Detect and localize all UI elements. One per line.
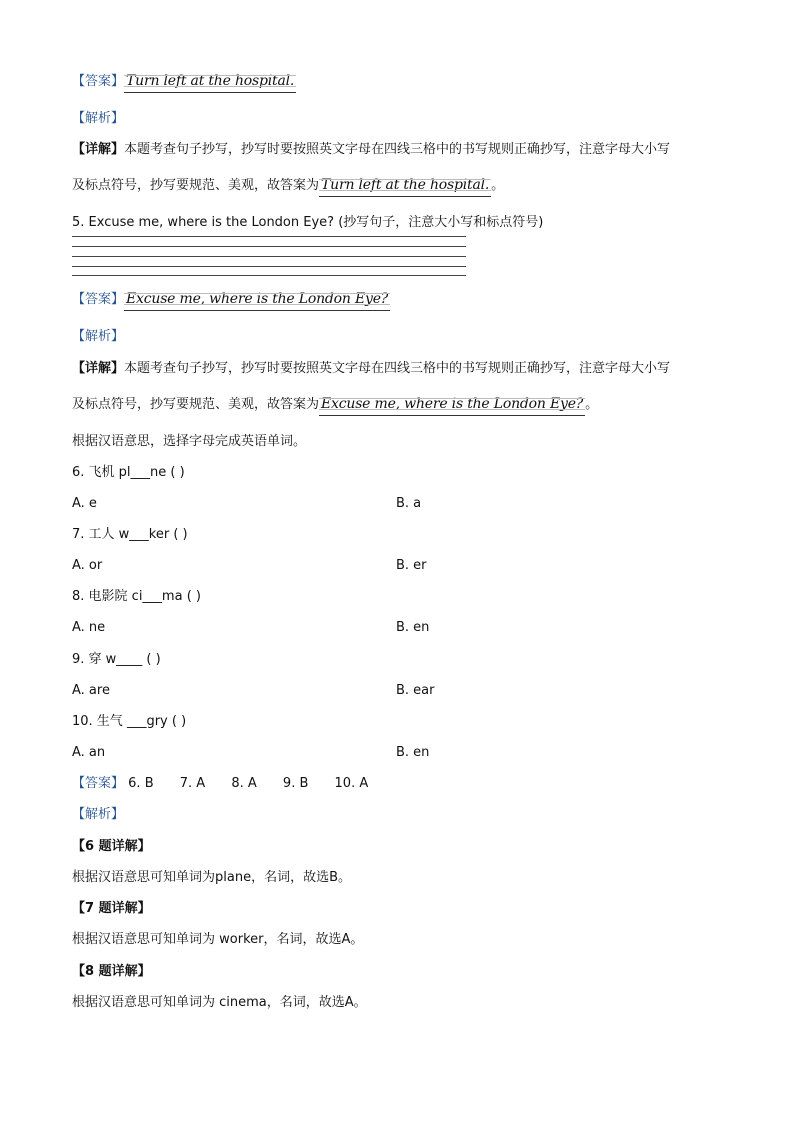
q4-detail-line2 [72,176,504,197]
section-instruction: 根据汉语意思，选择字母完成英语单词。 [72,434,307,449]
q4-detail-handwriting: Turn left at the hospital. [319,176,491,197]
detail-label: 【详解】 [72,361,125,376]
detail7-text: 根据汉语意思可知单词为 worker，名词，故选A。 [72,932,364,947]
detail8-title: 【8 题详解】 [72,964,151,979]
writing-line [72,246,466,247]
q5-detail-line1 [72,360,670,378]
q4-detail-suffix: 。 [491,178,505,193]
writing-line [72,266,466,267]
detail8-text: 根据汉语意思可知单词为 cinema，名词，故选A。 [72,995,367,1010]
detail-label: 【详解】 [72,142,125,157]
detail6-text: 根据汉语意思可知单词为plane，名词，故选B。 [72,870,351,885]
q5-detail-text: 本题考查句子抄写，抄写时要按照英文字母在四线三格中的书写规则正确抄写，注意字母大小写 [124,361,671,376]
q4-answer-handwriting: Turn left at the hospital. [124,72,296,93]
answers-analysis-label: 【解析】 [72,807,125,822]
q10-stem: 10. 生气 ___gry ( ) [72,714,187,729]
q4-detail-text: 本题考查句子抄写，抄写时要按照英文字母在四线三格中的书写规则正确抄写，注意字母大小写 [124,142,671,157]
detail6-title: 【6 题详解】 [72,839,151,854]
writing-line [72,256,466,257]
q5-analysis-label: 【解析】 [72,329,125,344]
q6-stem: 6. 飞机 pl___ne ( ) [72,465,185,480]
answer-label: 【答案】 [72,292,125,307]
q5-detail-handwriting: Excuse me, where is the London Eye? [319,395,585,416]
answer-item: 8. A [231,776,257,791]
answer-label: 【答案】 [72,776,125,791]
q7-stem: 7. 工人 w___ker ( ) [72,527,188,542]
q4-detail-prefix: 及标点符号，抄写要规范、美观，故答案为 [72,178,320,193]
q9-option-a: A. are [72,683,110,698]
q9-option-b: B. ear [396,683,435,698]
writing-line [72,275,466,276]
q5-writing-lines[interactable] [72,236,466,276]
answer-label: 【答案】 [72,74,125,89]
answer-item: 10. A [334,776,369,791]
q8-stem: 8. 电影院 ci___ma ( ) [72,589,201,604]
detail7-title: 【7 题详解】 [72,901,151,916]
q5-question: 5. Excuse me, where is the London Eye? (抄写句子，注意大小写和标点符号) [72,215,544,230]
q5-answer-handwriting: Excuse me, where is the London Eye? [124,290,390,311]
q8-option-b: B. en [396,620,430,635]
q6-option-a: A. e [72,496,97,511]
q7-option-a: A. or [72,558,103,573]
q4-analysis-label: 【解析】 [72,111,125,126]
answer-item: 7. A [179,776,206,791]
q10-option-a: A. an [72,745,106,760]
q4-detail-line1 [72,141,670,159]
q5-detail-prefix: 及标点符号，抄写要规范、美观，故答案为 [72,397,320,412]
q5-detail-line2 [72,395,598,416]
q9-stem: 9. 穿 w____ ( ) [72,652,161,667]
writing-line [72,236,466,237]
answers-line [72,775,390,793]
answer-item: 9. B [282,776,309,791]
q4-answer-line [72,72,296,93]
answer-item: 6. B [128,776,154,791]
q5-answer-line [72,290,390,311]
q5-detail-suffix: 。 [585,397,599,412]
q8-option-a: A. ne [72,620,106,635]
q6-option-b: B. a [396,496,422,511]
q7-option-b: B. er [396,558,427,573]
q10-option-b: B. en [396,745,430,760]
